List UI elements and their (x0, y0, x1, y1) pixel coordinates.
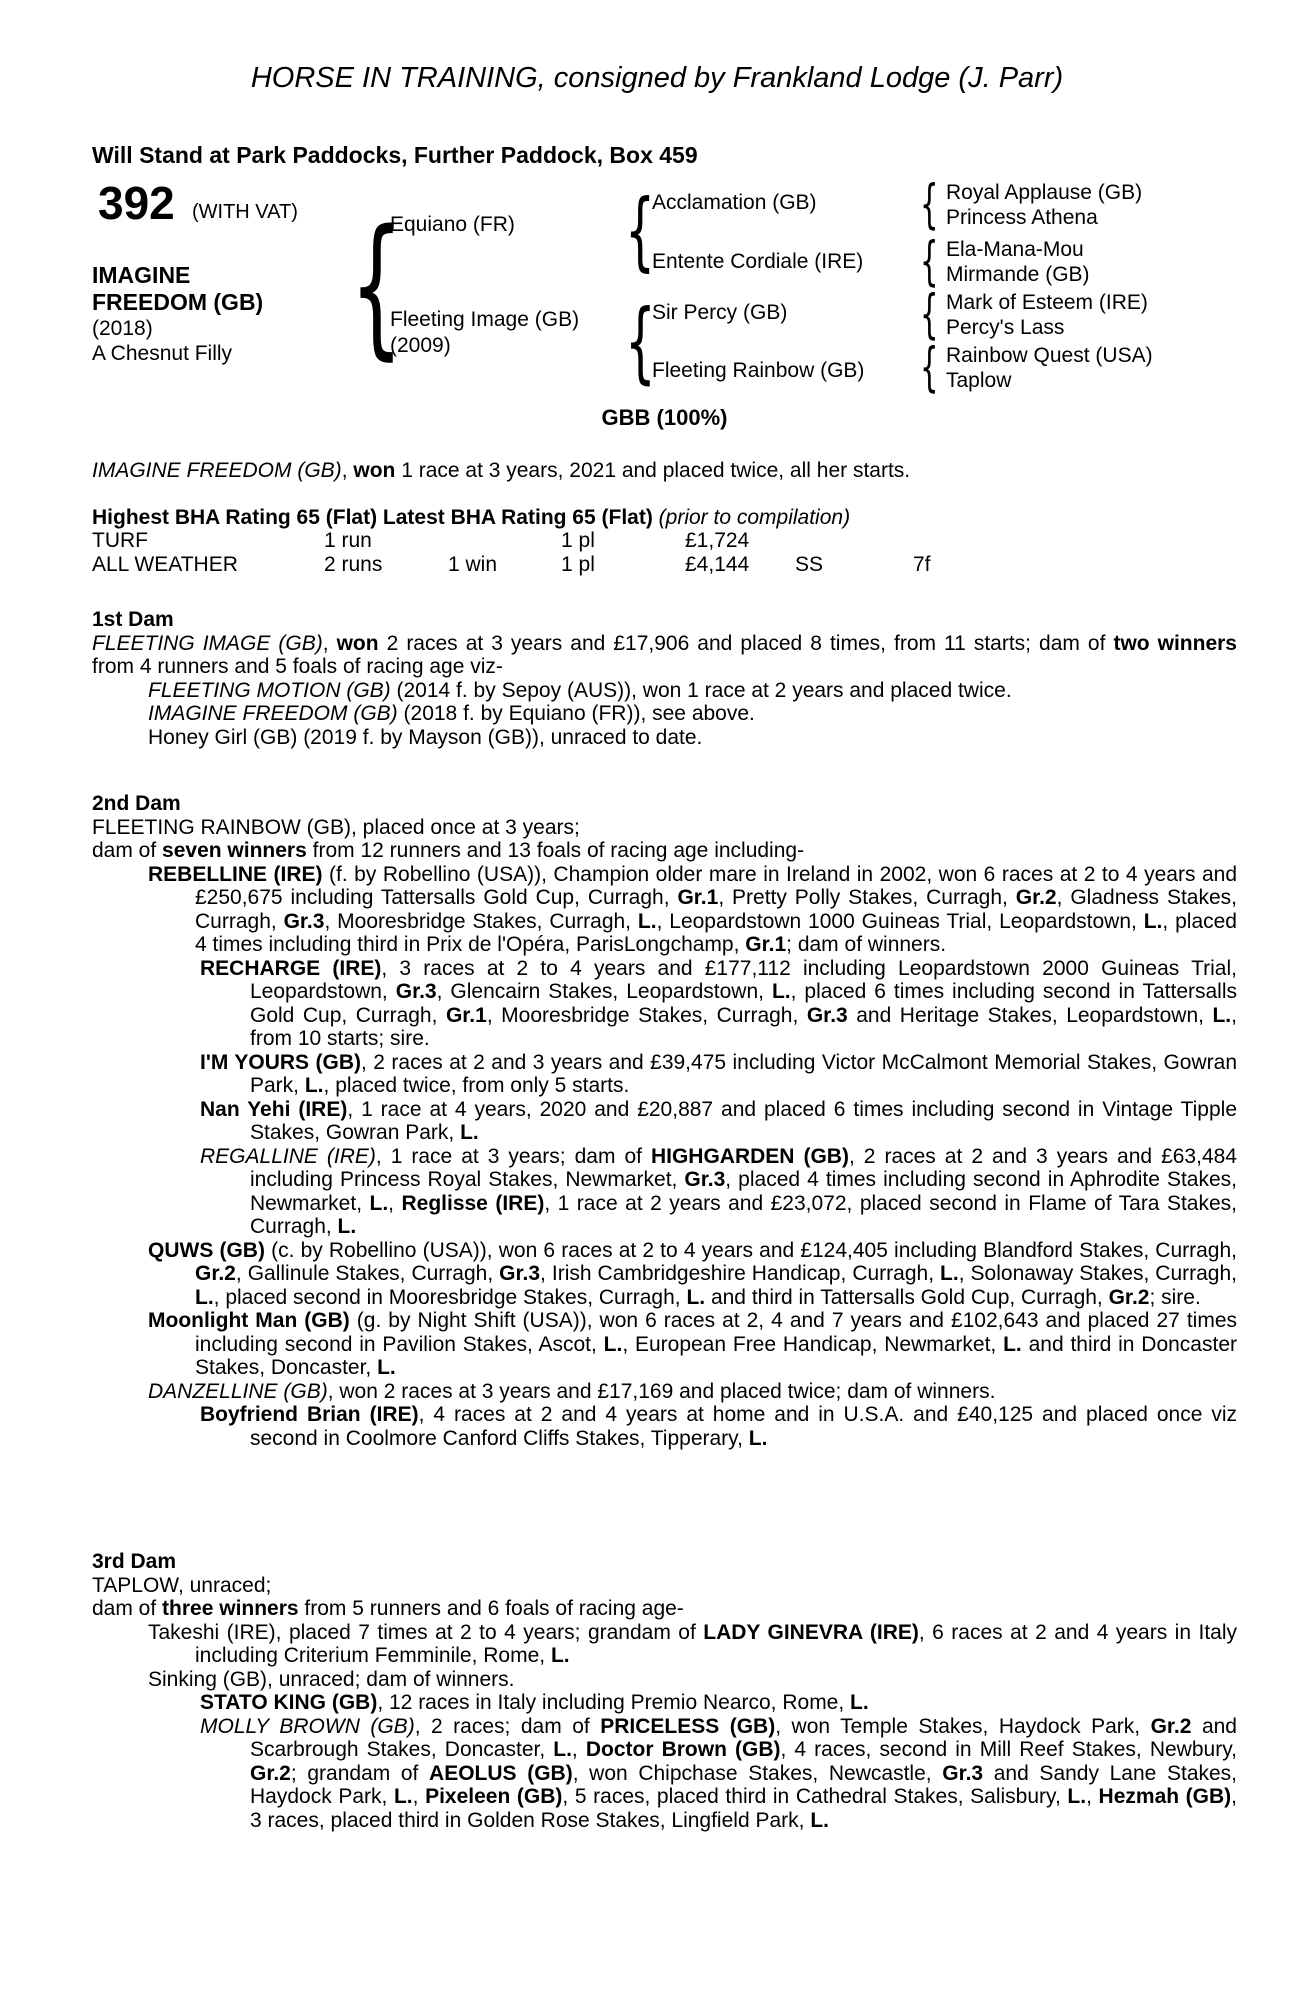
text-run: three winners (162, 1597, 299, 1620)
text-run: Gr.3 (942, 1761, 984, 1785)
text-run: L. (1003, 1332, 1022, 1356)
text-run: dam of (92, 839, 163, 862)
bha-cell: SS (795, 552, 824, 576)
text-run: , 4 races, second in Mill Reef Stakes, Newbury, (780, 1738, 1237, 1761)
pedigree-paragraph (92, 957, 1237, 1051)
text-run: Gr.3 (684, 1168, 726, 1191)
bha-heading (92, 506, 1237, 530)
pedigree-paragraph (92, 1597, 1237, 1621)
text-run: L. (550, 1644, 570, 1667)
vat-note: (WITH VAT) (192, 201, 298, 223)
text-run: (2018 f. by Equiano (FR)), see above. (397, 702, 755, 725)
pedigree-brace-icon: { (920, 174, 939, 235)
dam-sections (92, 608, 1237, 1832)
dam-section (92, 1550, 1237, 1832)
pedigree-paragraph (92, 632, 1237, 679)
text-run: , placed 4 times including third in Prix de l'Opéra, ParisLongchamp, (195, 909, 1237, 956)
bha-row (92, 529, 1237, 553)
text-run: , Solonaway Stakes, Curragh, (958, 1262, 1238, 1285)
text-run: , Pretty Polly Stakes, Curragh, (718, 886, 1016, 909)
text-run: , European Free Handicap, Newmarket, (622, 1332, 1004, 1356)
pedigree-paragraph (92, 863, 1237, 957)
text-run: ; grandam of (290, 1761, 430, 1785)
pedigree-brace-icon: { (920, 337, 939, 398)
text-run: L. (1212, 1003, 1232, 1027)
pedigree-paragraph (92, 1403, 1237, 1450)
text-run: RECHARGE (IRE) (200, 956, 382, 980)
section-heading: 1st Dam (92, 608, 174, 631)
pedigree-brace-icon: { (625, 181, 656, 281)
text-run: Gr.1 (745, 933, 787, 956)
bha-rating-block (92, 506, 1237, 577)
text-run: , Leopardstown 1000 Guineas Trial, Leopardstown, (656, 909, 1144, 933)
text-run: , 6 races at 2 and 4 years in Italy including Criterium Femminile, Rome, (195, 1620, 1238, 1667)
text-run: REBELLINE (IRE) (148, 862, 323, 886)
pedigree-paragraph (92, 1715, 1237, 1833)
text-run: Takeshi (IRE), placed 7 times at 2 to 4 years; grandam of (148, 1620, 704, 1644)
text-run: , 1 race at 4 years, 2020 and £20,887 and placed 6 times including second in Vintage Tipple Stakes, Gowran Park, (250, 1097, 1237, 1144)
pedigree-brace-icon: { (920, 284, 939, 345)
text-run: from 5 runners and 6 foals of racing age- (298, 1597, 684, 1620)
text-run: , Mooresbridge Stakes, Curragh, (486, 1003, 807, 1027)
pedigree-paragraph (92, 702, 1237, 726)
pedigree-paragraph (92, 1380, 1237, 1404)
pedigree-paragraph (92, 1574, 1237, 1598)
pedigree-paragraph (92, 1145, 1237, 1239)
text-run: ; dam of winners. (786, 933, 947, 956)
pedigree-paragraph (92, 1691, 1237, 1715)
text-run: L. (369, 1191, 389, 1215)
text-run: , 3 races, placed third in Golden Rose Stakes, Lingfield Park, (250, 1785, 1238, 1832)
text-run: , placed 4 times including second in Aphrodite Stakes, Newmarket, (250, 1168, 1237, 1215)
pedigree-brace-icon: { (625, 290, 656, 393)
pedigree-paragraph (92, 726, 1237, 750)
pedigree-brace-icon: { (350, 197, 404, 374)
pedigree-paragraph (92, 1309, 1237, 1380)
text-run: 2 races at 3 years and £17,906 and placed 8 times, from 11 starts; dam of (378, 631, 1114, 655)
catalog-body (92, 459, 1237, 1832)
text-run: AEOLUS (GB) (429, 1761, 573, 1785)
text-run: L. (603, 1332, 623, 1356)
text-run: FLEETING MOTION (GB) (148, 678, 391, 702)
text-run: , from 10 starts; sire. (250, 1003, 1237, 1050)
bha-cell: ALL WEATHER (92, 552, 238, 576)
text-run: L. (1067, 1785, 1087, 1808)
text-run: , 5 races, placed third in Cathedral Stakes, Salisbury, (562, 1785, 1068, 1808)
text-run: , Gallinule Stakes, Curragh, (235, 1262, 500, 1285)
pedigree-paragraph (92, 1051, 1237, 1098)
text-run: (f. by Robellino (USA)), Champion older mare in Ireland in 2002, won 6 races at 2 to 4 years and £250,675 including Tattersalls Gold Cup, Curragh, (195, 862, 1238, 909)
pedigree-paragraph (92, 1239, 1237, 1310)
text-run: L. (393, 1785, 413, 1808)
text-run: , 1 race at 2 years and £23,072, placed second in Flame of Tara Stakes, Curragh, (250, 1191, 1237, 1238)
text-run: Reglisse (IRE) (401, 1191, 545, 1215)
text-run: , 12 races in Italy including Premio Nearco, Rome, (377, 1691, 851, 1714)
text-run: and Sandy Lane Stakes, Haydock Park, (250, 1761, 1238, 1808)
bha-cell: 2 runs (324, 552, 383, 576)
text-run: , Irish Cambridgeshire Handicap, Curragh, (540, 1262, 941, 1285)
text-run: REGALLINE (IRE) (200, 1144, 376, 1168)
text-run: Gr.1 (445, 1003, 487, 1027)
text-run: and third in Doncaster Stakes, Doncaster, (195, 1332, 1237, 1379)
text-run: L. (304, 1074, 324, 1097)
text-run: dam of (92, 1597, 163, 1620)
bha-cell: 1 win (448, 552, 498, 576)
pedigree-ancestor: Mirmande (GB) (946, 263, 1090, 286)
text-run: IMAGINE FREEDOM (GB) (92, 459, 342, 482)
text-run: , won Chipchase Stakes, Newcastle, (572, 1761, 943, 1785)
text-run: L. (850, 1691, 869, 1714)
pedigree-ancestor: Rainbow Quest (USA) (946, 344, 1153, 367)
text-run: Hezmah (GB) (1098, 1785, 1232, 1808)
pedigree-granddam: Entente Cordiale (IRE) (652, 250, 864, 273)
text-run: , (341, 459, 354, 482)
bha-cell: TURF (92, 529, 148, 552)
text-run: , (571, 1738, 586, 1761)
pedigree-ancestor: Taplow (946, 369, 1012, 392)
text-run: STATO KING (GB) (200, 1691, 378, 1714)
section-heading: 2nd Dam (92, 792, 181, 815)
pedigree-ancestor: Mark of Esteem (IRE) (946, 291, 1148, 314)
text-run: Gr.3 (499, 1262, 541, 1285)
text-run: I'M YOURS (GB) (200, 1050, 361, 1074)
text-run: Gr.1 (677, 886, 719, 909)
text-run: from 4 runners and 5 foals of racing age viz- (92, 655, 503, 678)
bha-cell: 7f (913, 552, 931, 576)
pedigree-brace-icon: { (920, 231, 939, 292)
bha-cell: 1 pl (561, 529, 595, 552)
text-run: Moonlight Man (GB) (148, 1309, 350, 1332)
pedigree-granddam: Fleeting Rainbow (GB) (652, 359, 865, 382)
text-run: QUWS (GB) (148, 1238, 265, 1262)
text-run: LADY GINEVRA (IRE) (703, 1620, 919, 1644)
text-run: FLEETING RAINBOW (GB), placed once at 3 years; (92, 815, 580, 839)
text-run: Gr.2 (195, 1262, 236, 1285)
pedigree-paragraph (92, 816, 1237, 840)
text-run: won (336, 631, 379, 655)
text-run: Gr.2 (1150, 1714, 1192, 1738)
text-run: , (388, 1191, 402, 1215)
lot-number: 392 (98, 177, 175, 229)
text-run: , (322, 631, 337, 655)
stand-location: Will Stand at Park Paddocks, Further Paddock, Box 459 (92, 142, 698, 168)
text-run: , (1086, 1785, 1099, 1808)
text-run: , 1 race at 3 years; dam of (375, 1144, 651, 1168)
text-run: MOLLY BROWN (GB) (200, 1714, 415, 1738)
pedigree-ancestor: Percy's Lass (946, 316, 1065, 339)
horse-name-line1: IMAGINE (92, 262, 191, 288)
text-run: PRICELESS (GB) (600, 1714, 776, 1738)
page-title: HORSE IN TRAINING, consigned by Frankland Lodge (J. Parr) (250, 62, 1064, 94)
text-run: (c. by Robellino (USA)), won 6 races at 2 to 4 years and £124,405 including Blandford Stakes, Curragh, (264, 1238, 1237, 1262)
text-run: won (353, 459, 396, 482)
pedigree-sire: Equiano (FR) (390, 213, 515, 236)
text-run: Honey Girl (GB) (2019 f. by Mayson (GB)), unraced to date. (148, 725, 703, 749)
text-run: L. (940, 1262, 959, 1285)
text-run: (2014 f. by Sepoy (AUS)), won 1 race at 2 years and placed twice. (390, 678, 1012, 702)
text-run: Gr.3 (395, 980, 437, 1003)
text-run: Nan Yehi (IRE) (200, 1097, 348, 1121)
pedigree-paragraph (92, 839, 1237, 863)
horse-name-line2: FREEDOM (GB) (92, 289, 264, 315)
text-run: Pixeleen (GB) (425, 1785, 563, 1808)
horse-description: A Chesnut Filly (92, 342, 233, 365)
text-run: , placed 6 times including second in Tattersalls Gold Cup, Curragh, (250, 980, 1238, 1027)
text-run: L. (377, 1356, 396, 1379)
text-run: Boyfriend Brian (IRE) (200, 1403, 419, 1426)
pedigree-ancestor: Princess Athena (946, 206, 1098, 229)
horse-year: (2018) (92, 317, 153, 340)
text-run: L. (637, 909, 657, 933)
text-run: L. (337, 1215, 357, 1238)
text-run: Gr.3 (283, 909, 325, 933)
text-run: seven winners (162, 839, 307, 862)
text-run: HIGHGARDEN (GB) (650, 1144, 849, 1168)
pedigree-paragraph (92, 679, 1237, 703)
text-run: and third in Tattersalls Gold Cup, Curragh, (705, 1285, 1109, 1309)
text-run: L. (748, 1426, 768, 1450)
text-run: L. (195, 1285, 214, 1309)
text-run: L. (553, 1738, 572, 1761)
pedigree-ancestor: Ela-Mana-Mou (946, 238, 1084, 261)
bha-cell: £4,144 (685, 552, 750, 576)
text-run: Gr.2 (250, 1761, 291, 1785)
text-run: , placed twice, from only 5 starts. (323, 1074, 630, 1097)
text-run: , 4 races at 2 and 4 years at home and in U.S.A. and £40,125 and placed once viz second in Coolmore Canford Cliffs Stakes, Tipperary, (250, 1403, 1238, 1450)
pedigree-grandsire: Acclamation (GB) (652, 191, 817, 214)
pedigree-dam-year: (2009) (390, 334, 451, 357)
text-run: L. (1143, 909, 1163, 933)
bha-cell: 1 run (324, 529, 372, 552)
pedigree-paragraph (92, 1098, 1237, 1145)
text-run: Gr.2 (1108, 1285, 1150, 1309)
text-run: , placed second in Mooresbridge Stakes, Curragh, (213, 1285, 687, 1309)
text-run: , (412, 1785, 426, 1808)
text-run: Highest BHA Rating 65 (Flat) Latest BHA Rating 65 (Flat) (92, 505, 653, 529)
bha-cell: 1 pl (561, 552, 595, 576)
text-run: Doctor Brown (GB) (585, 1738, 781, 1761)
pedigree-paragraph (92, 1621, 1237, 1668)
text-run: and Heritage Stakes, Leopardstown, (847, 1003, 1213, 1027)
text-run: , 2 races at 2 and 3 years and £39,475 including Victor McCalmont Memorial Stakes, Gowran Park, (250, 1050, 1237, 1097)
bha-table (92, 529, 1237, 576)
dam-section (92, 608, 1237, 749)
dam-section (92, 792, 1237, 1450)
text-run: , won Temple Stakes, Haydock Park, (775, 1714, 1151, 1738)
bha-cell: £1,724 (685, 529, 750, 552)
pedigree-paragraph (92, 1668, 1237, 1692)
text-run: and Scarbrough Stakes, Doncaster, (250, 1714, 1237, 1761)
pedigree-dam: Fleeting Image (GB) (390, 308, 580, 331)
text-run: , Mooresbridge Stakes, Curragh, (324, 909, 638, 933)
text-run: ; sire. (1149, 1285, 1201, 1309)
text-run: from 12 runners and 13 foals of racing age including- (306, 839, 805, 862)
text-run: IMAGINE FREEDOM (GB) (148, 702, 398, 725)
bha-row (92, 553, 1237, 577)
text-run: two winners (1113, 631, 1237, 655)
text-run: Gr.2 (1015, 886, 1057, 909)
pedigree-ancestor: Royal Applause (GB) (946, 181, 1143, 204)
section-heading: 3rd Dam (92, 1550, 177, 1573)
text-run: FLEETING IMAGE (GB) (92, 631, 323, 655)
text-run: L. (771, 980, 791, 1003)
pedigree-grandsire: Sir Percy (GB) (652, 301, 788, 324)
gbb-note: GBB (100%) (601, 405, 728, 430)
text-run: 1 race at 3 years, 2021 and placed twice, all her starts. (395, 459, 911, 482)
text-run: L. (686, 1285, 706, 1309)
text-run: L. (460, 1121, 479, 1144)
text-run: (prior to compilation) (652, 505, 851, 529)
text-run: Sinking (GB), unraced; dam of winners. (148, 1667, 515, 1691)
text-run: , 3 races at 2 to 4 years and £177,112 including Leopardstown 2000 Guineas Trial, Leopardstown, (250, 956, 1237, 1003)
text-run: DANZELLINE (GB) (148, 1379, 328, 1403)
text-run: , won 2 races at 3 years and £17,169 and placed twice; dam of winners. (327, 1379, 996, 1403)
text-run: Gr.3 (806, 1003, 848, 1027)
text-run: , 2 races at 2 and 3 years and £63,484 including Princess Royal Stakes, Newmarket, (250, 1144, 1237, 1191)
text-run: L. (810, 1808, 829, 1832)
text-run: TAPLOW, unraced; (92, 1573, 272, 1597)
text-run: , 2 races; dam of (414, 1714, 601, 1738)
text-run: , Glencairn Stakes, Leopardstown, (436, 980, 772, 1003)
race-record-line (92, 459, 1237, 483)
text-run: (g. by Night Shift (USA)), won 6 races at 2, 4 and 7 years and £102,643 and placed 27 times including second in Pavilion Stakes, Ascot, (195, 1309, 1237, 1356)
text-run: , Gladness Stakes, Curragh, (195, 886, 1237, 933)
